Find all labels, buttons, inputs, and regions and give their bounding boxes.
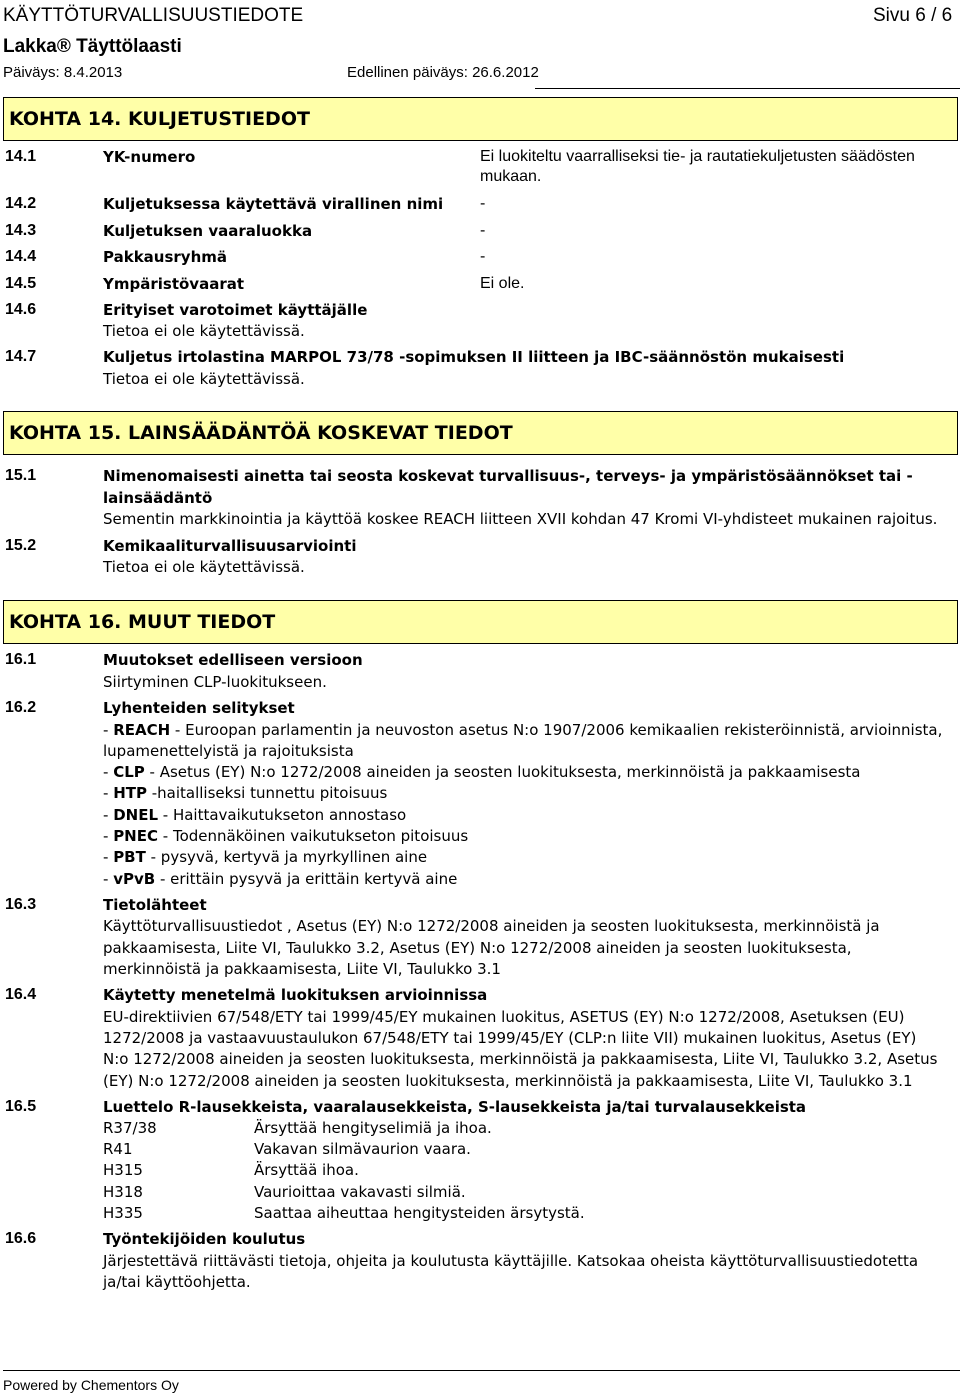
page-number: Sivu 6 / 6 xyxy=(873,5,953,26)
item-text: N:o 1272/2008 aineiden ja seosten luokituksesta, merkinnöistä ja pakkaamisesta, Liite VI, Taulukko 3.2, Asetus xyxy=(103,1050,938,1068)
item-label: lainsäädäntö xyxy=(103,489,213,507)
section-15-title: KOHTA 15. LAINSÄÄDÄNTÖÄ KOSKEVAT TIEDOT xyxy=(9,422,513,444)
item-value: - xyxy=(480,195,486,212)
header-rule xyxy=(535,88,960,89)
item-label: Kemikaaliturvallisuusarviointi xyxy=(103,537,357,555)
abbreviation-item: - REACH - Euroopan parlamentin ja neuvoston asetus N:o 1907/2006 kemikaalien rekisteröinnistä, arvioinnista, xyxy=(103,721,943,739)
abbreviation: HTP xyxy=(113,784,147,802)
abbreviation: vPvB xyxy=(113,870,156,888)
item-label: Muutokset edelliseen versioon xyxy=(103,651,363,669)
item-number: 16.1 xyxy=(5,651,37,668)
abbreviation-item: - PNEC - Todennäköinen vaikutukseton pitoisuus xyxy=(103,827,469,845)
item-value: - xyxy=(480,248,486,265)
item-label: Kuljetuksen vaaraluokka xyxy=(103,222,313,240)
section-14-title: KOHTA 14. KULJETUSTIEDOT xyxy=(9,108,310,130)
item-number: 14.1 xyxy=(5,148,37,165)
item-text: merkinnöistä ja pakkaamisesta, Liite VI, Taulukko 3.1 xyxy=(103,960,501,978)
item-label: Tietolähteet xyxy=(103,896,207,914)
section-14-header xyxy=(3,97,958,141)
item-label: Kuljetus irtolastina MARPOL 73/78 -sopimuksen II liitteen ja IBC-säännöstön mukaisesti xyxy=(103,348,845,366)
item-text: Järjestettävä riittävästi tietoja, ohjeita ja koulutusta käyttäjille. Katsokaa oheista käyttöturvallisuustiedotetta xyxy=(103,1252,919,1270)
phrase-text: Saattaa aiheuttaa hengitysteiden ärsytystä. xyxy=(254,1204,585,1222)
item-text: 1272/2008 ja vastaavuustaulukon 67/548/ETY tai 1999/45/EY (CLP:n liite VII) mukainen luokitus, Asetus (EY) xyxy=(103,1029,917,1047)
item-number: 15.1 xyxy=(5,467,37,484)
phrase-code: R41 xyxy=(103,1140,133,1158)
abbreviation-item: - CLP - Asetus (EY) N:o 1272/2008 aineiden ja seosten luokituksesta, merkinnöistä ja pakkaamisesta xyxy=(103,763,861,781)
previous-date: Edellinen päiväys: 26.6.2012 xyxy=(347,64,539,81)
item-label: Kuljetuksessa käytettävä virallinen nimi xyxy=(103,195,444,213)
abbreviation-item: lupamenettelyistä ja rajoituksista xyxy=(103,742,354,760)
item-number: 16.3 xyxy=(5,896,37,913)
phrase-text: Vaurioittaa vakavasti silmiä. xyxy=(254,1183,466,1201)
item-text: Tietoa ei ole käytettävissä. xyxy=(103,322,305,340)
item-label: Nimenomaisesti ainetta tai seosta koskevat turvallisuus-, terveys- ja ympäristösäännökset tai - xyxy=(103,467,913,485)
item-number: 14.5 xyxy=(5,275,37,292)
item-label: Käytetty menetelmä luokituksen arvioinnissa xyxy=(103,986,488,1004)
item-number: 14.2 xyxy=(5,195,37,212)
abbreviation-item: - HTP -haitalliseksi tunnettu pitoisuus xyxy=(103,784,388,802)
phrase-text: Vakavan silmävaurion vaara. xyxy=(254,1140,471,1158)
phrase-code: R37/38 xyxy=(103,1119,157,1137)
abbreviation-item: - DNEL - Haittavaikutukseton annostaso xyxy=(103,806,407,824)
section-16-title: KOHTA 16. MUUT TIEDOT xyxy=(9,611,276,633)
item-text: pakkaamisesta, Liite VI, Taulukko 3.2, Asetus (EY) N:o 1272/2008 aineiden ja seosten luokituksesta, xyxy=(103,939,852,957)
item-text: EU-direktiivien 67/548/ETY tai 1999/45/EY mukainen luokitus, ASETUS (EY) N:o 1272/2008, Asetuksen (EU) xyxy=(103,1008,905,1026)
item-text: Sementin markkinointia ja käyttöä koskee REACH liitteen XVII kohdan 47 Kromi VI-yhdisteet mukainen rajoitus. xyxy=(103,510,938,528)
item-text: Tietoa ei ole käytettävissä. xyxy=(103,370,305,388)
phrase-code: H318 xyxy=(103,1183,143,1201)
document-title: KÄYTTÖTURVALLISUUSTIEDOTE xyxy=(3,5,304,26)
abbreviation: PNEC xyxy=(113,827,158,845)
abbreviation: REACH xyxy=(113,721,171,739)
item-value: - xyxy=(480,222,486,239)
phrase-text: Ärsyttää hengityselimiä ja ihoa. xyxy=(254,1119,492,1137)
item-value: Ei ole. xyxy=(480,275,525,292)
abbreviation: CLP xyxy=(113,763,145,781)
issue-date: Päiväys: 8.4.2013 xyxy=(3,64,123,81)
item-number: 14.7 xyxy=(5,348,37,365)
item-number: 14.4 xyxy=(5,248,37,265)
item-value: mukaan. xyxy=(480,168,542,185)
phrase-text: Ärsyttää ihoa. xyxy=(254,1161,359,1179)
abbreviation-item: - vPvB - erittäin pysyvä ja erittäin kertyvä aine xyxy=(103,870,458,888)
item-label: YK-numero xyxy=(103,148,196,166)
footer-rule xyxy=(3,1370,960,1371)
abbreviation-item: - PBT - pysyvä, kertyvä ja myrkyllinen aine xyxy=(103,848,428,866)
item-number: 16.5 xyxy=(5,1098,37,1115)
item-number: 16.6 xyxy=(5,1230,37,1247)
item-text: (EY) N:o 1272/2008 aineiden ja seosten luokituksesta, merkinnöistä ja pakkaamisesta, Liite VI, Taulukko 3.1 xyxy=(103,1072,913,1090)
item-number: 14.3 xyxy=(5,222,37,239)
item-number: 16.2 xyxy=(5,699,37,716)
phrase-code: H335 xyxy=(103,1204,143,1222)
item-text: ja/tai käyttöohjetta. xyxy=(103,1273,251,1291)
item-label: Pakkausryhmä xyxy=(103,248,227,266)
footer-powered-by: Powered by Chementors Oy xyxy=(3,1377,179,1393)
item-text: Tietoa ei ole käytettävissä. xyxy=(103,558,305,576)
item-label: Lyhenteiden selitykset xyxy=(103,699,295,717)
abbreviation: DNEL xyxy=(113,806,158,824)
item-label: Ympäristövaarat xyxy=(103,275,245,293)
item-number: 15.2 xyxy=(5,537,37,554)
item-number: 16.4 xyxy=(5,986,37,1003)
section-16-header xyxy=(3,600,958,644)
phrase-code: H315 xyxy=(103,1161,143,1179)
item-label: Työntekijöiden koulutus xyxy=(103,1230,306,1248)
section-15-header xyxy=(3,411,958,455)
item-text: Käyttöturvallisuustiedot , Asetus (EY) N:o 1272/2008 aineiden ja seosten luokituksesta, merkinnöistä ja xyxy=(103,917,880,935)
item-label: Luettelo R-lausekkeista, vaaralausekkeista, S-lausekkeista ja/tai turvalausekkeista xyxy=(103,1098,807,1116)
item-text: Siirtyminen CLP-luokitukseen. xyxy=(103,673,327,691)
item-label: Erityiset varotoimet käyttäjälle xyxy=(103,301,368,319)
product-name: Lakka® Täyttölaasti xyxy=(3,36,182,57)
item-number: 14.6 xyxy=(5,301,37,318)
abbreviation: PBT xyxy=(113,848,146,866)
item-value: Ei luokiteltu vaarralliseksi tie- ja rautatiekuljetusten säädösten xyxy=(480,148,915,165)
